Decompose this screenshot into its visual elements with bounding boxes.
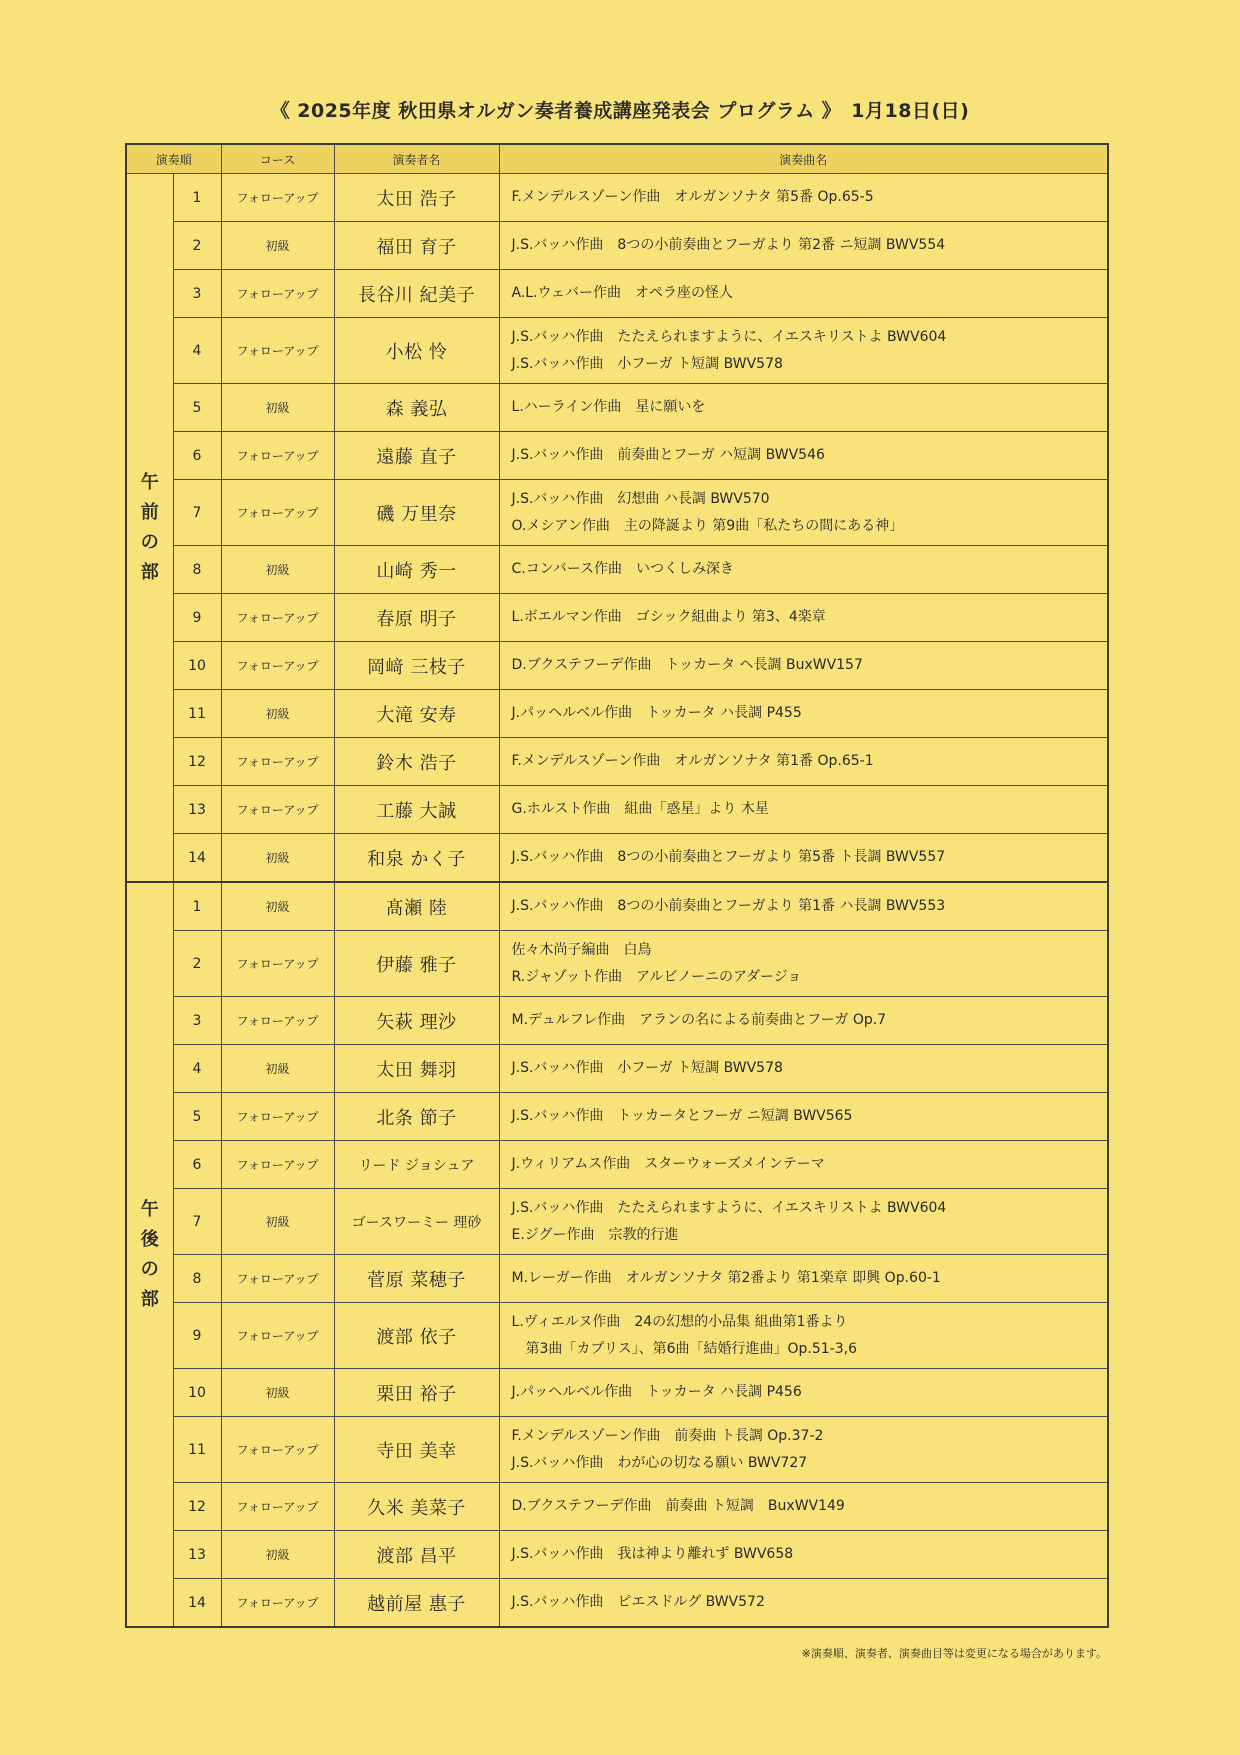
piece-title: J.S.バッハ作曲 たたえられますように、イエスキリストよ BWV604 [511, 1199, 947, 1216]
performer-name: 矢萩 理沙 [334, 997, 499, 1045]
course-label: フォローアップ [221, 594, 334, 642]
performer-name: 森 義弘 [334, 384, 499, 432]
performer-name: 小松 怜 [334, 318, 499, 384]
performer-name: 北条 節子 [334, 1093, 499, 1141]
course-label: フォローアップ [221, 642, 334, 690]
order-number: 14 [173, 834, 221, 883]
order-number: 8 [173, 1255, 221, 1303]
course-label: フォローアップ [221, 318, 334, 384]
piece-cell [499, 222, 1108, 270]
piece-cell [499, 931, 1108, 997]
performer-name: 遠藤 直子 [334, 432, 499, 480]
piece-title: G.ホルスト作曲 組曲「惑星」より 木星 [511, 801, 769, 817]
piece-title: A.L.ウェバー作曲 オペラ座の怪人 [511, 285, 733, 301]
piece-cell [499, 1531, 1108, 1579]
table-row [126, 997, 1108, 1045]
piece-title: 佐々木尚子編曲 白鳥 [511, 941, 652, 958]
table-row [126, 931, 1108, 997]
table-row [126, 1417, 1108, 1483]
table-row [126, 1303, 1108, 1369]
performer-name: 工藤 大誠 [334, 786, 499, 834]
table-row [126, 882, 1108, 931]
performer-name: 大滝 安寿 [334, 690, 499, 738]
course-label: 初級 [221, 222, 334, 270]
table-row [126, 384, 1108, 432]
order-number: 13 [173, 1531, 221, 1579]
piece-cell [499, 1579, 1108, 1628]
piece-title: D.ブクステフーデ作曲 前奏曲 ト短調 BuxWV149 [511, 1498, 845, 1514]
performer-name: 伊藤 雅子 [334, 931, 499, 997]
piece-title: J.パッヘルベル作曲 トッカータ ハ長調 P455 [511, 705, 802, 721]
table-row [126, 432, 1108, 480]
piece-title: J.S.バッハ作曲 小フーガ ト短調 BWV578 [511, 1060, 783, 1076]
piece-title: L.ヴィエルヌ作曲 24の幻想的小品集 組曲第1番より [511, 1313, 848, 1330]
piece-cell [499, 997, 1108, 1045]
table-row [126, 270, 1108, 318]
performer-name: 太田 舞羽 [334, 1045, 499, 1093]
order-number: 1 [173, 882, 221, 931]
performer-name: 岡﨑 三枝子 [334, 642, 499, 690]
course-label: フォローアップ [221, 1417, 334, 1483]
course-label: フォローアップ [221, 1483, 334, 1531]
performer-name: 久米 美菜子 [334, 1483, 499, 1531]
order-number: 11 [173, 1417, 221, 1483]
piece-title: J.S.バッハ作曲 8つの小前奏曲とフーガより 第2番 ニ短調 BWV554 [511, 237, 946, 253]
order-number: 10 [173, 1369, 221, 1417]
piece-title: F.メンデルスゾーン作曲 前奏曲 ト長調 Op.37-2 [511, 1427, 824, 1444]
piece-cell [499, 1141, 1108, 1189]
piece-cell [499, 786, 1108, 834]
piece-title: M.デュルフレ作曲 アランの名による前奏曲とフーガ Op.7 [511, 1012, 887, 1028]
course-label: フォローアップ [221, 997, 334, 1045]
header-order: 演奏順 [126, 144, 221, 174]
order-number: 9 [173, 1303, 221, 1369]
order-number: 5 [173, 384, 221, 432]
table-row [126, 1045, 1108, 1093]
piece-cell [499, 384, 1108, 432]
piece-title: 第3曲「カプリス」、第6曲「結婚行進曲」Op.51-3,6 [511, 1340, 857, 1357]
performer-name: 髙瀬 陸 [334, 882, 499, 931]
header-piece: 演奏曲名 [499, 144, 1108, 174]
order-number: 5 [173, 1093, 221, 1141]
piece-cell [499, 318, 1108, 384]
afternoon-section [126, 882, 1108, 1627]
course-label: フォローアップ [221, 1579, 334, 1628]
piece-cell [499, 834, 1108, 883]
piece-cell [499, 1189, 1108, 1255]
order-number: 6 [173, 432, 221, 480]
afternoon-session-cell [126, 882, 173, 1627]
piece-title: J.S.バッハ作曲 小フーガ ト短調 BWV578 [511, 355, 783, 372]
table-row [126, 1579, 1108, 1628]
order-number: 2 [173, 222, 221, 270]
piece-title: F.メンデルスゾーン作曲 オルガンソナタ 第1番 Op.65-1 [511, 753, 874, 769]
order-number: 3 [173, 270, 221, 318]
piece-cell [499, 1093, 1108, 1141]
table-row [126, 642, 1108, 690]
performer-name: 和泉 かく子 [334, 834, 499, 883]
piece-title: J.S.バッハ作曲 我は神より離れず BWV658 [511, 1546, 794, 1562]
table-row [126, 174, 1108, 222]
piece-title: L.ボエルマン作曲 ゴシック組曲より 第3、4楽章 [511, 609, 826, 625]
order-number: 3 [173, 997, 221, 1045]
piece-title: J.S.バッハ作曲 前奏曲とフーガ ハ短調 BWV546 [511, 447, 825, 463]
piece-cell [499, 1303, 1108, 1369]
piece-title: J.S.バッハ作曲 8つの小前奏曲とフーガより 第1番 ハ長調 BWV553 [511, 898, 946, 914]
course-label: 初級 [221, 546, 334, 594]
piece-title: M.レーガー作曲 オルガンソナタ 第2番より 第1楽章 即興 Op.60-1 [511, 1270, 941, 1286]
piece-cell [499, 174, 1108, 222]
performer-name: 栗田 裕子 [334, 1369, 499, 1417]
order-number: 9 [173, 594, 221, 642]
piece-cell [499, 270, 1108, 318]
table-row [126, 1141, 1108, 1189]
header-course: コース [221, 144, 334, 174]
piece-cell [499, 480, 1108, 546]
piece-title: C.コンバース作曲 いつくしみ深き [511, 561, 735, 577]
piece-cell [499, 1255, 1108, 1303]
course-label: 初級 [221, 1531, 334, 1579]
order-number: 11 [173, 690, 221, 738]
table-row [126, 1189, 1108, 1255]
piece-cell [499, 1483, 1108, 1531]
table-row [126, 594, 1108, 642]
order-number: 4 [173, 1045, 221, 1093]
table-header-row [126, 144, 1108, 174]
order-number: 13 [173, 786, 221, 834]
course-label: フォローアップ [221, 1303, 334, 1369]
piece-title: J.S.バッハ作曲 トッカータとフーガ ニ短調 BWV565 [511, 1108, 853, 1124]
piece-title: J.S.バッハ作曲 わが心の切なる願い BWV727 [511, 1454, 808, 1471]
order-number: 10 [173, 642, 221, 690]
performer-name: ゴースワーミー 理砂 [334, 1189, 499, 1255]
piece-title: L.ハーライン作曲 星に願いを [511, 399, 706, 415]
order-number: 7 [173, 480, 221, 546]
course-label: 初級 [221, 1045, 334, 1093]
course-label: フォローアップ [221, 738, 334, 786]
performer-name: 菅原 菜穂子 [334, 1255, 499, 1303]
order-number: 14 [173, 1579, 221, 1628]
course-label: フォローアップ [221, 480, 334, 546]
table-row [126, 222, 1108, 270]
piece-title: F.メンデルスゾーン作曲 オルガンソナタ 第5番 Op.65-5 [511, 189, 874, 205]
piece-title: J.S.バッハ作曲 たたえられますように、イエスキリストよ BWV604 [511, 328, 947, 345]
performer-name: 山崎 秀一 [334, 546, 499, 594]
piece-cell [499, 690, 1108, 738]
table-row [126, 1531, 1108, 1579]
morning-session-cell [126, 174, 173, 883]
table-row [126, 1483, 1108, 1531]
course-label: 初級 [221, 882, 334, 931]
piece-title: R.ジャゾット作曲 アルビノーニのアダージョ [511, 968, 802, 985]
course-label: フォローアップ [221, 432, 334, 480]
order-number: 7 [173, 1189, 221, 1255]
change-notice: ※演奏順、演奏者、演奏曲目等は変更になる場合があります。 [801, 1647, 1107, 1660]
piece-cell [499, 1045, 1108, 1093]
performer-name: リード ジョシュア [334, 1141, 499, 1189]
performer-name: 磯 万里奈 [334, 480, 499, 546]
piece-title: O.メシアン作曲 主の降誕より 第9曲「私たちの間にある神」 [511, 517, 904, 534]
course-label: フォローアップ [221, 270, 334, 318]
order-number: 12 [173, 1483, 221, 1531]
piece-title: J.パッヘルベル作曲 トッカータ ハ長調 P456 [511, 1384, 802, 1400]
course-label: フォローアップ [221, 1093, 334, 1141]
piece-cell [499, 594, 1108, 642]
piece-title: J.S.バッハ作曲 幻想曲 ハ長調 BWV570 [511, 490, 770, 507]
piece-cell [499, 738, 1108, 786]
piece-cell [499, 546, 1108, 594]
table-row [126, 786, 1108, 834]
course-label: 初級 [221, 834, 334, 883]
morning-section [126, 174, 1108, 883]
piece-title: E.ジグー作曲 宗教的行進 [511, 1226, 679, 1243]
performer-name: 長谷川 紀美子 [334, 270, 499, 318]
piece-title: J.ウィリアムス作曲 スターウォーズメインテーマ [511, 1156, 825, 1172]
course-label: 初級 [221, 690, 334, 738]
table-row [126, 546, 1108, 594]
piece-cell [499, 642, 1108, 690]
performer-name: 越前屋 惠子 [334, 1579, 499, 1628]
header-performer: 演奏者名 [334, 144, 499, 174]
course-label: フォローアップ [221, 931, 334, 997]
course-label: フォローアップ [221, 786, 334, 834]
page-title: 《 2025年度 秋田県オルガン奏者養成講座発表会 プログラム 》 1月18日(日) [270, 100, 970, 122]
piece-cell [499, 1417, 1108, 1483]
performer-name: 寺田 美幸 [334, 1417, 499, 1483]
order-number: 12 [173, 738, 221, 786]
table-row [126, 480, 1108, 546]
table-row [126, 690, 1108, 738]
piece-cell [499, 1369, 1108, 1417]
program-table [125, 143, 1109, 1628]
table-row [126, 1255, 1108, 1303]
order-number: 2 [173, 931, 221, 997]
table-row [126, 1369, 1108, 1417]
course-label: 初級 [221, 1189, 334, 1255]
piece-title: D.ブクステフーデ作曲 トッカータ ヘ長調 BuxWV157 [511, 657, 863, 673]
order-number: 8 [173, 546, 221, 594]
performer-name: 鈴木 浩子 [334, 738, 499, 786]
course-label: フォローアップ [221, 174, 334, 222]
table-row [126, 738, 1108, 786]
course-label: 初級 [221, 384, 334, 432]
course-label: 初級 [221, 1369, 334, 1417]
performer-name: 渡部 昌平 [334, 1531, 499, 1579]
piece-title: J.S.バッハ作曲 8つの小前奏曲とフーガより 第5番 ト長調 BWV557 [511, 849, 946, 865]
performer-name: 太田 浩子 [334, 174, 499, 222]
piece-title: J.S.バッハ作曲 ピエスドルグ BWV572 [511, 1594, 765, 1610]
course-label: フォローアップ [221, 1141, 334, 1189]
order-number: 4 [173, 318, 221, 384]
order-number: 6 [173, 1141, 221, 1189]
course-label: フォローアップ [221, 1255, 334, 1303]
piece-cell [499, 432, 1108, 480]
order-number: 1 [173, 174, 221, 222]
piece-cell [499, 882, 1108, 931]
performer-name: 春原 明子 [334, 594, 499, 642]
morning-session-label: 午前の部 [140, 471, 159, 583]
table-row [126, 318, 1108, 384]
performer-name: 渡部 依子 [334, 1303, 499, 1369]
table-row [126, 834, 1108, 883]
performer-name: 福田 育子 [334, 222, 499, 270]
afternoon-session-label: 午後の部 [140, 1198, 159, 1310]
table-row [126, 1093, 1108, 1141]
